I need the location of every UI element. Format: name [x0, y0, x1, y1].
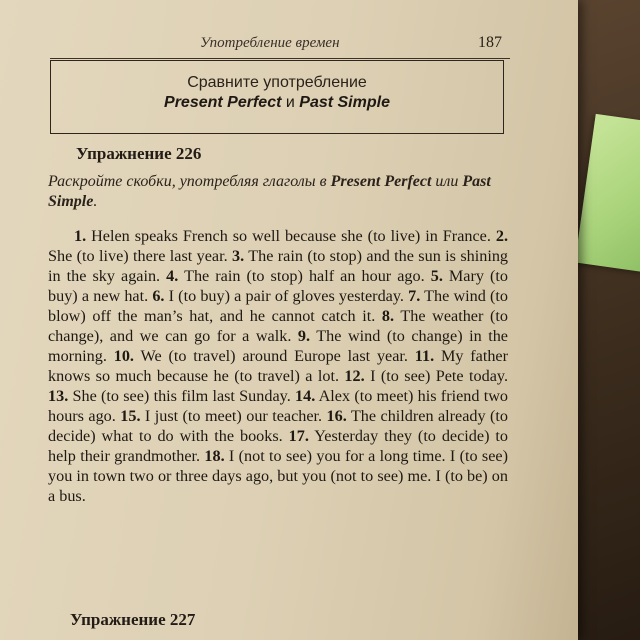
- sentence-text: I (to see) Pete today.: [364, 367, 508, 385]
- sentence-text: She (to live) there last year.: [48, 247, 233, 265]
- sentence-text: The rain (to stop) and the sun is shining in the sky again.: [48, 247, 509, 285]
- sentence-text: I (not to see) you for a long time. I (to see) you in town two or three days ago, but you (not to see) me. I (to be) on a bus.: [48, 447, 508, 505]
- sentence-text: Mary (to buy) a new hat.: [48, 267, 509, 305]
- sentence-text: We (to travel) around Europe last year.: [133, 347, 415, 365]
- running-title: Употребление времен: [200, 35, 340, 51]
- sentence-text: The wind (to change) in the morning.: [48, 327, 508, 365]
- sentence-number: 3.: [232, 247, 245, 265]
- instruction-end: .: [93, 193, 98, 210]
- sentence-number: 5.: [430, 267, 443, 285]
- sentence-number: 11.: [414, 347, 435, 365]
- rule-box-line2: [51, 94, 503, 112]
- instruction-conjunction: или: [435, 173, 459, 190]
- exercise-title: Упражнение 226: [76, 144, 202, 163]
- next-exercise-title: Упражнение 227: [70, 610, 196, 629]
- sentence-text: The children already (to decide) what to do with the books.: [48, 407, 509, 445]
- sentence-number: 6.: [152, 287, 165, 305]
- sentence-text: Alex (to meet) his friend two hours ago.: [48, 387, 508, 425]
- sentence-text: The weather (to change), and we can go for a walk.: [48, 307, 508, 345]
- rule-term-past-simple: Past Simple: [299, 94, 390, 111]
- sentence-number: 10.: [113, 347, 134, 365]
- sentence-number: 7.: [408, 287, 421, 305]
- sentence-number: 15.: [120, 407, 141, 425]
- instruction-term-present-perfect: Present Perfect: [330, 173, 432, 190]
- sentence-text: Yesterday they (to decide) to help their grandmother.: [48, 427, 508, 465]
- exercise-instruction: [48, 172, 508, 212]
- sentence-number: 12.: [344, 367, 365, 385]
- exercise-body: [48, 226, 508, 506]
- sentence-number: 8.: [381, 307, 395, 325]
- instruction-text: Раскройте скобки, употребляя глаголы в: [48, 173, 327, 190]
- sentence-number: 18.: [204, 447, 225, 465]
- sentence-number: 9.: [297, 327, 311, 345]
- page-number: 187: [478, 34, 502, 51]
- sentence-number: 1.: [74, 227, 87, 245]
- sentence-text: I just (to meet) our teacher.: [140, 407, 327, 425]
- sentence-number: 14.: [295, 387, 316, 405]
- sentence-number: 4.: [166, 267, 179, 285]
- sentence-number: 17.: [288, 427, 309, 445]
- sentence-text: Helen speaks French so well because she (to live) in France.: [86, 227, 496, 245]
- rule-term-present-perfect: Present Perfect: [164, 94, 282, 111]
- running-header: [50, 34, 510, 59]
- rule-conjunction: и: [285, 94, 295, 111]
- rule-box-line1: Сравните употребление: [187, 74, 367, 91]
- rule-box: [50, 60, 504, 134]
- sentence-text: I (to buy) a pair of gloves yesterday.: [164, 287, 409, 305]
- sentence-text: She (to see) this film last Sunday.: [68, 387, 295, 405]
- sentence-text: The rain (to stop) half an hour ago.: [178, 267, 431, 285]
- sentence-number: 13.: [48, 387, 69, 405]
- sentence-number: 16.: [326, 407, 347, 425]
- exercise-sentences: [48, 226, 508, 506]
- sentence-number: 2.: [495, 227, 508, 245]
- sentence-text: My father knows so much because he (to travel) a lot.: [48, 347, 509, 385]
- sentence-text: The wind (to blow) off the man’s hat, and he cannot catch it.: [48, 287, 508, 325]
- instruction-term-past-simple: Past Simple: [48, 173, 491, 210]
